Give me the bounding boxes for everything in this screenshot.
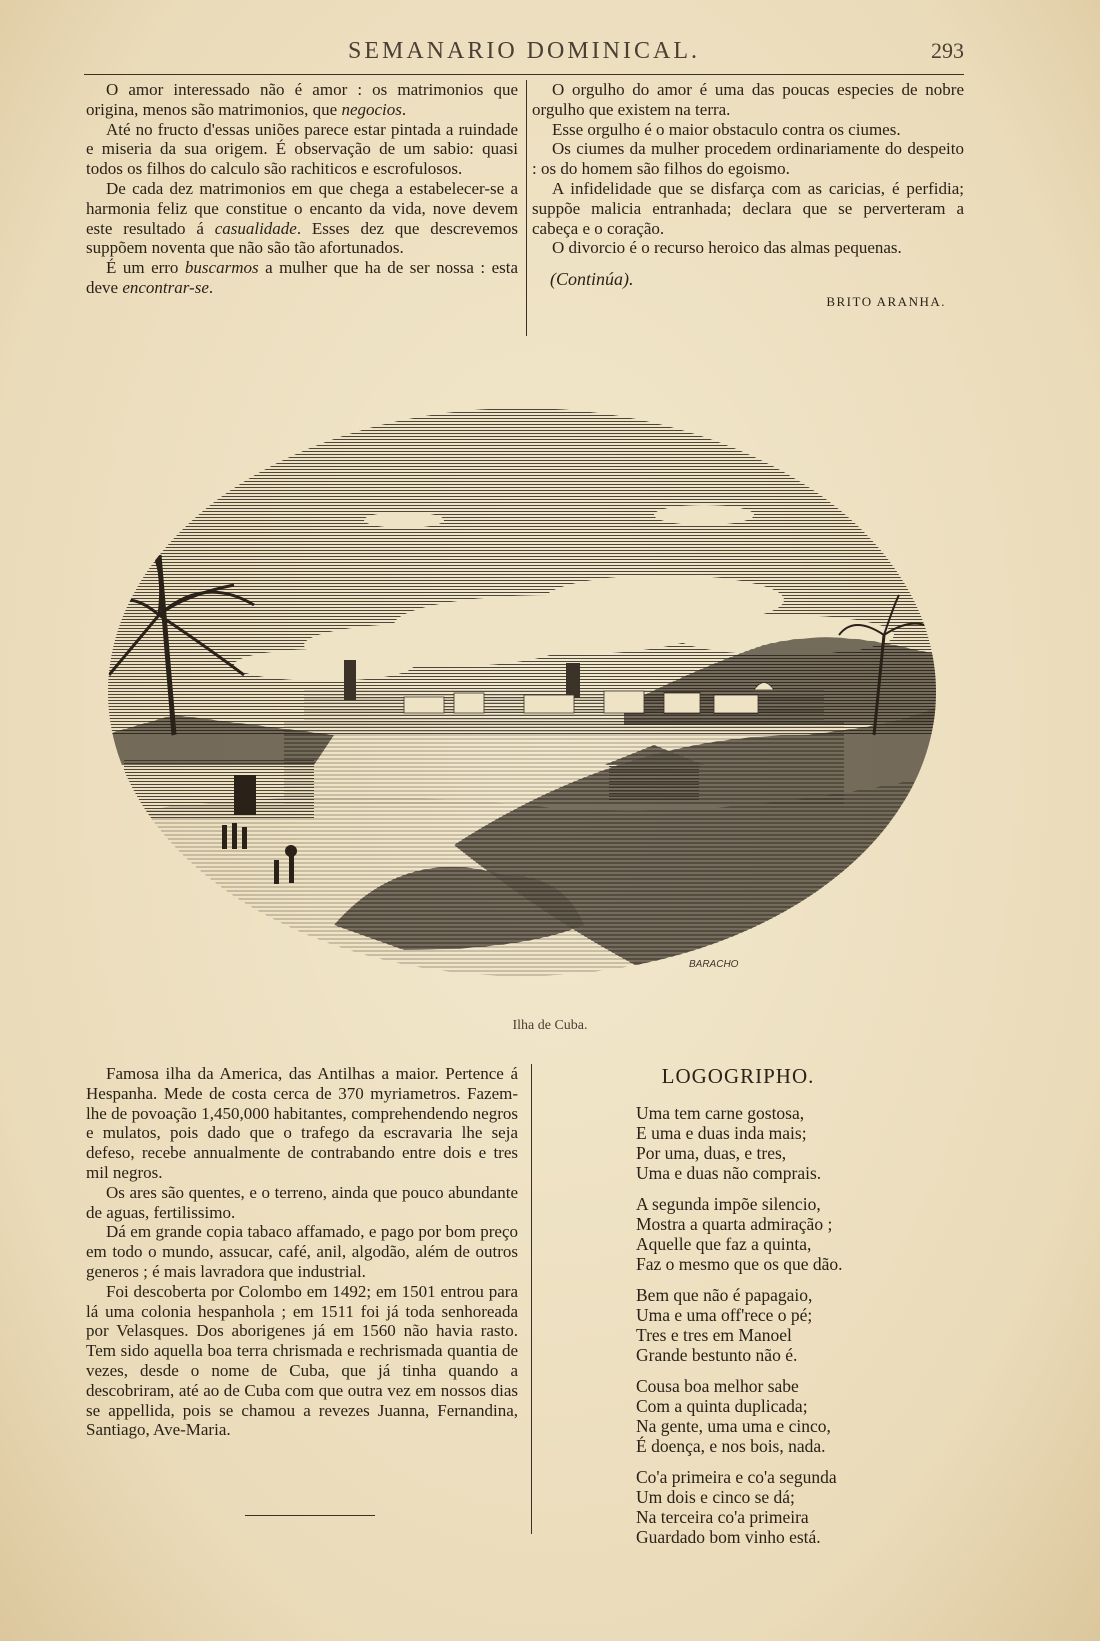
poem-line: Mostra a quarta admiração ; — [636, 1214, 833, 1234]
poem-line: Guardado bom vinho está. — [636, 1527, 821, 1547]
poem-line: Faz o mesmo que os que dão. — [636, 1254, 843, 1274]
engraving-cuba — [104, 405, 940, 980]
top-right-column — [532, 80, 964, 312]
poem-stanza — [636, 1103, 938, 1183]
poem-line: Grande bestunto não é. — [636, 1345, 798, 1365]
poem-line: Cousa boa melhor sabe — [636, 1376, 799, 1396]
column-divider — [526, 80, 527, 336]
paragraph: Os ares são quentes, e o terreno, ainda que pouco abundante de aguas, fertilissimo. — [86, 1182, 518, 1222]
page-header — [84, 34, 964, 75]
poem-stanza — [636, 1194, 938, 1274]
end-rule — [245, 1515, 375, 1516]
paragraph: Os ciumes da mulher procedem ordinariamente do despeito : os do homem são filhos do egoismo. — [532, 139, 964, 179]
poem-line: Bem que não é papagaio, — [636, 1285, 813, 1305]
poem-line: Uma tem carne gostosa, — [636, 1103, 805, 1123]
paragraph: A infidelidade que se disfarça com as caricias, é perfidia; suppõe malicia entranhada; declara que se perverteram a cabeça e o coração. — [532, 178, 964, 238]
poem-line: Com a quinta duplicada; — [636, 1396, 808, 1416]
poem-line: A segunda impõe silencio, — [636, 1194, 821, 1214]
article-cuba — [86, 1064, 518, 1440]
column-divider — [531, 1064, 532, 1534]
paragraph: O amor interessado não é amor : os matrimonios que origina, menos são matrimonios, que negocios. — [86, 80, 518, 119]
poem-line: Uma e duas não comprais. — [636, 1163, 822, 1183]
paragraph: Até no fructo d'essas uniões parece estar pintada a ruindade e miseria da sua origem. É observação de um sabio: quasi todos os filhos do calculo são rachiticos e escrofulosos. — [86, 119, 518, 179]
paragraph: Esse orgulho é o maior obstaculo contra os ciumes. — [552, 119, 901, 139]
poem-line: E uma e duas inda mais; — [636, 1123, 807, 1143]
poem-line: Por uma, duas, e tres, — [636, 1143, 787, 1163]
illustration-caption: Ilha de Cuba. — [512, 1018, 588, 1033]
paragraph: Foi descoberta por Colombo em 1492; em 1501 entrou para lá uma colonia hespanhola ; em 1511 foi já toda senhoreada por Velasques. Dos aborigenes já em 1560 não havia rasto. Tem sido aquella boa terra chrismada e rechrismada quantia de vezes, desde o nome de Cuba, que já tinha quando a descobriram, até ao de Cuba com que outra vez em nossos dias se appellida, pois se chamou a revezes Juanna, Fernandina, Santiago, Ave-Maria. — [86, 1281, 518, 1440]
author-signature: BRITO ARANHA. — [826, 293, 946, 309]
poem-line: É doença, e nos bois, nada. — [636, 1436, 826, 1456]
continua-note: (Continúa). — [550, 269, 634, 290]
newspaper-title: SEMANARIO DOMINICAL. — [348, 38, 700, 64]
paragraph: O orgulho do amor é uma das poucas especies de nobre orgulho que existem na terra. — [532, 80, 964, 119]
poem-line: Aquelle que faz a quinta, — [636, 1234, 812, 1254]
poem-line: Na gente, uma uma e cinco, — [636, 1416, 831, 1436]
page-number: 293 — [931, 38, 964, 63]
paragraph: Dá em grande copia tabaco affamado, e pago por bom preço em todo o mundo, assucar, café, anil, algodão, além de outros generos ; é mais lavradora que industrial. — [86, 1222, 518, 1281]
paragraph: O divorcio é o recurso heroico das almas pequenas. — [552, 238, 902, 258]
top-left-column — [86, 80, 518, 298]
poem-line: Um dois e cinco se dá; — [636, 1487, 795, 1507]
poem-line: Uma e uma off'rece o pé; — [636, 1305, 813, 1325]
engraver-signature: BARACHO — [689, 959, 739, 970]
paragraph: De cada dez matrimonios em que chega a estabelecer-se a harmonia feliz que constitue o encanto da vida, nove devem este resultado á casualidade. Esses dez que descrevemos suppõem noventa que não são tão afortunados. — [86, 178, 518, 258]
logogripho-poem — [538, 1064, 938, 1558]
poem-line: Co'a primeira e co'a segunda — [636, 1467, 837, 1487]
poem-stanza — [636, 1376, 938, 1456]
poem-title: LOGOGRIPHO. — [661, 1064, 815, 1088]
poem-stanza — [636, 1467, 938, 1547]
poem-line: Tres e tres em Manoel — [636, 1325, 792, 1345]
paragraph: Famosa ilha da America, das Antilhas a maior. Pertence á Hespanha. Mede de costa cerca de 370 myriametros. Fazem-lhe de povoação 1,450,000 habitantes, comprehendendo negros e mulatos, pois dado que o trafego da escravaria lhe seja defeso, recebe annualmente de contrabando entre dois e tres mil negros. — [86, 1064, 518, 1182]
paragraph: É um erro buscarmos a mulher que ha de ser nossa : esta deve encontrar-se. — [86, 258, 518, 297]
poem-stanza — [636, 1285, 938, 1365]
poem-line: Na terceira co'a primeira — [636, 1507, 809, 1527]
